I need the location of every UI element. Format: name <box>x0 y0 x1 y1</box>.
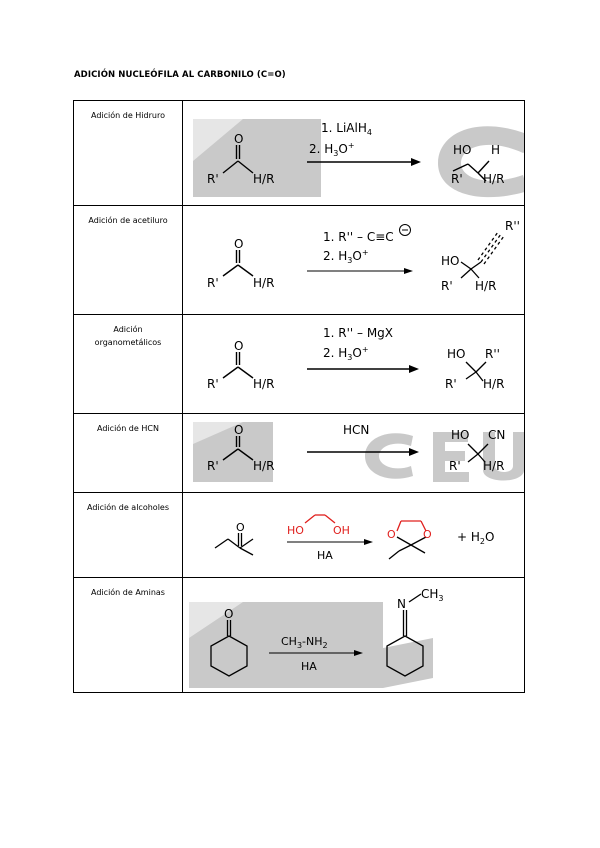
row-label: Adición de alcoholes <box>74 493 183 578</box>
svg-text:O: O <box>234 237 244 251</box>
svg-text:2. H3O+: 2. $H_3O^+$ <box>323 248 369 265</box>
scheme-acetylide <box>183 206 525 315</box>
svg-text:H/R: H/R <box>253 377 275 391</box>
svg-text:R': R' <box>207 172 219 186</box>
row-label: Adición de Hidruro <box>74 101 183 206</box>
svg-text:HA: HA <box>301 660 317 673</box>
svg-text:R': R' <box>207 276 219 290</box>
svg-text:HA: HA <box>317 549 333 562</box>
scheme-imine <box>183 578 525 693</box>
svg-text:R': R' <box>207 459 219 473</box>
svg-text:O: O <box>234 423 244 437</box>
svg-text:O: O <box>387 528 396 541</box>
arrow-right-icon <box>307 365 419 373</box>
svg-text:R': R' <box>207 377 219 391</box>
svg-text:HCN: HCN <box>343 423 370 437</box>
scheme-hydride <box>183 101 525 206</box>
table-row <box>74 578 525 693</box>
table-row <box>74 414 525 493</box>
svg-text:HO: HO <box>451 428 470 442</box>
svg-text:HO: HO <box>447 347 466 361</box>
svg-text:H/R: H/R <box>483 459 505 473</box>
svg-text:R': R' <box>451 172 463 186</box>
svg-text:O: O <box>224 607 234 621</box>
svg-text:2. H3O+: 2. $H_3O^+$ <box>309 141 355 158</box>
reactant-ketone <box>215 533 253 555</box>
page-title: ADICIÓN NUCLEÓFILA AL CARBONILO (C=O) <box>74 70 286 80</box>
svg-text:O: O <box>234 339 244 353</box>
row-label: Adición de acetiluro <box>74 206 183 315</box>
svg-text:CN: CN <box>488 428 506 442</box>
svg-text:H/R: H/R <box>253 172 275 186</box>
svg-text:1. LiAlH4: 1. LiAlH$_4$ <box>321 121 372 137</box>
svg-text:N: N <box>397 597 406 611</box>
scheme-acetal <box>183 493 525 578</box>
svg-text:HO: HO <box>441 254 460 268</box>
svg-text:OH: OH <box>333 524 350 537</box>
row-label: Adición de HCN <box>74 414 183 493</box>
scheme-hcn <box>183 414 525 493</box>
row-label: Adición de Aminas <box>74 578 183 693</box>
reactant-aldehyde <box>223 250 253 276</box>
table-row <box>74 493 525 578</box>
svg-text:HO: HO <box>287 524 304 537</box>
table-row <box>74 315 525 414</box>
table-row <box>74 101 525 206</box>
svg-text:H/R: H/R <box>483 172 505 186</box>
svg-text:H/R: H/R <box>483 377 505 391</box>
svg-text:1. R'' – MgX: 1. R'' – MgX <box>323 326 394 340</box>
svg-text:R'': R'' <box>485 347 500 361</box>
svg-text:O: O <box>423 528 432 541</box>
negative-charge-icon <box>400 225 411 236</box>
arrow-right-icon <box>307 158 421 166</box>
svg-text:R': R' <box>441 279 453 293</box>
svg-text:R'': R'' <box>505 219 520 233</box>
row-label: Adición organometálicos <box>74 315 183 414</box>
svg-text:CH3-NH2: $CH_3-NH_2$ <box>281 635 328 650</box>
product-propargyl-alcohol <box>461 232 504 278</box>
reaction-table <box>73 100 525 693</box>
scheme-organometallic <box>183 315 525 414</box>
arrow-right-icon <box>307 268 413 274</box>
svg-text:+ H2O: + $H_2O$ <box>457 530 495 546</box>
svg-text:O: O <box>234 132 244 146</box>
product-dioxolane <box>387 521 432 559</box>
svg-text:CH3: $CH_3$ <box>421 587 444 603</box>
svg-text:O: O <box>236 521 245 534</box>
svg-text:R': R' <box>449 459 461 473</box>
svg-text:H/R: H/R <box>475 279 497 293</box>
svg-text:1. R'' – C≡C: 1. R'' – C≡C <box>323 230 394 244</box>
svg-text:H/R: H/R <box>253 276 275 290</box>
svg-text:R': R' <box>445 377 457 391</box>
ethylene-glycol <box>287 515 350 537</box>
svg-text:H: H <box>491 143 501 157</box>
table-row <box>74 206 525 315</box>
svg-text:2. H3O+: 2. $H_3O^+$ <box>323 345 369 362</box>
arrow-right-icon <box>307 448 419 456</box>
svg-text:HO: HO <box>453 143 472 157</box>
reactant-aldehyde <box>223 352 253 378</box>
svg-text:H/R: H/R <box>253 459 275 473</box>
arrow-right-icon <box>287 539 373 545</box>
